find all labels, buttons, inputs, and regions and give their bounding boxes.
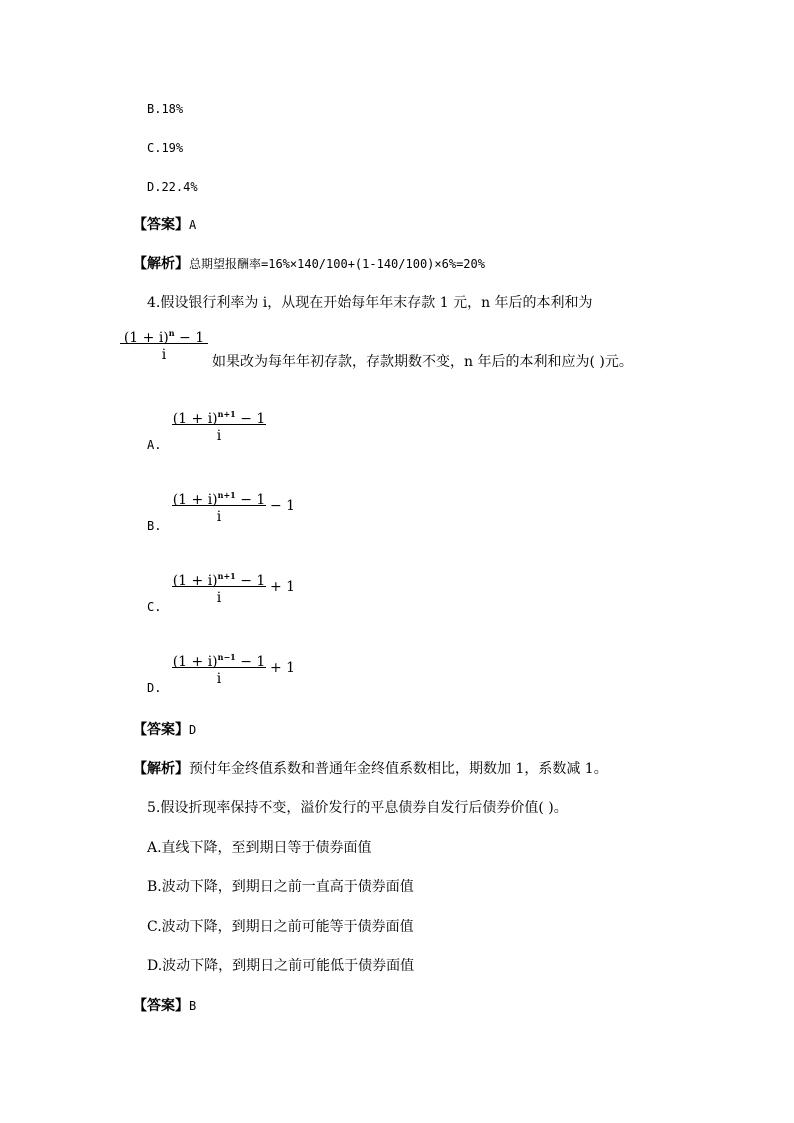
- q4-option-a-label: A.: [147, 438, 162, 452]
- formula-numerator: $(1 + i)^n - 1$: [123, 328, 205, 346]
- q4-option-d-label: D.: [147, 681, 162, 695]
- q5-option-d: D.波动下降，到期日之前可能低于债券面值: [147, 958, 415, 974]
- formula-numerator: $(1 + i)^{n+1} - 1$: [172, 490, 266, 508]
- q4-analysis: [133, 762, 608, 776]
- q5-option-b: B.波动下降，到期日之前一直高于债券面值: [147, 879, 414, 895]
- analysis-label: 【解析】: [133, 761, 189, 777]
- answer-label: 【答案】: [133, 998, 189, 1014]
- q4-option-b-label: B.: [147, 519, 162, 533]
- q5-option-c: C.波动下降，到期日之前可能等于债券面值: [147, 919, 414, 935]
- q3-option-c: C.19%: [147, 141, 184, 155]
- q4-formula: [120, 324, 208, 363]
- q3-analysis: [133, 257, 485, 271]
- answer-label: 【答案】: [133, 722, 189, 738]
- formula-denominator: i: [216, 428, 222, 444]
- formula-numerator: $(1 + i)^{n+1} - 1$: [172, 571, 266, 589]
- q4-stem: 4.假设银行利率为 i，从现在开始每年年末存款 1 元，n 年后的本利和为: [147, 295, 593, 311]
- answer-value: A: [189, 218, 197, 232]
- q3-option-b: B.18%: [147, 102, 184, 116]
- formula-denominator: i: [161, 347, 167, 363]
- q5-stem: 5.假设折现率保持不变，溢价发行的平息债券自发行后债券价值( )。: [147, 800, 568, 816]
- q4-stem-continued: 如果改为每年年初存款，存款期数不变，n 年后的本利和应为( )元。: [212, 354, 633, 370]
- analysis-text: 总期望报酬率=16%×140/100+(1-140/100)×6%=20%: [189, 257, 485, 271]
- q4-option-b-tail: − 1: [270, 498, 296, 514]
- q4-option-a-formula: [172, 405, 266, 444]
- q4-option-d-formula: [172, 648, 266, 687]
- answer-label: 【答案】: [133, 217, 189, 233]
- q4-option-b-formula: [172, 486, 266, 525]
- answer-value: D: [189, 723, 197, 737]
- q4-option-d-tail: + 1: [270, 660, 296, 676]
- formula-denominator: i: [216, 671, 222, 687]
- q5-answer: [133, 999, 196, 1013]
- formula-denominator: i: [216, 509, 222, 525]
- answer-value: B: [189, 999, 197, 1013]
- q3-answer: [133, 218, 196, 232]
- q4-option-c-label: C.: [147, 600, 162, 614]
- q4-option-c-tail: + 1: [270, 579, 296, 595]
- analysis-text: 预付年金终值系数和普通年金终值系数相比，期数加 1，系数减 1。: [189, 761, 608, 777]
- formula-numerator: $(1 + i)^{n-1} - 1$: [172, 652, 266, 670]
- q5-option-a: A.直线下降，至到期日等于债券面值: [147, 840, 372, 856]
- q4-answer: [133, 723, 196, 737]
- analysis-label: 【解析】: [133, 256, 189, 272]
- formula-denominator: i: [216, 590, 222, 606]
- q3-option-d: D.22.4%: [147, 180, 198, 194]
- formula-numerator: $(1 + i)^{n+1} - 1$: [172, 409, 266, 427]
- q4-option-c-formula: [172, 567, 266, 606]
